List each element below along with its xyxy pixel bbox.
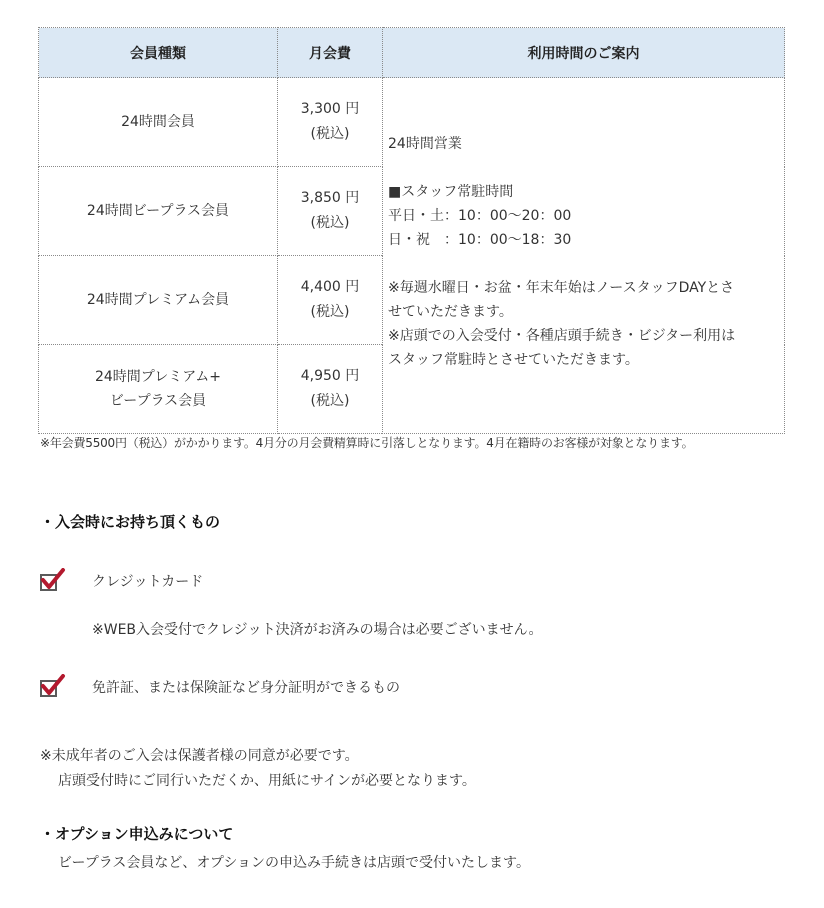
fee-cell	[278, 345, 383, 434]
header-info: 利用時間のご案内	[383, 28, 785, 78]
fee-tax: (税込)	[310, 215, 350, 231]
fee-tax: (税込)	[310, 126, 350, 142]
header-fee: 月会費	[278, 28, 383, 78]
plan-cell	[39, 78, 278, 167]
fee-price: 3,850 円	[300, 190, 360, 206]
bring-item-id	[40, 676, 400, 698]
minor-note-line1: ※未成年者のご入会は保護者様の同意が必要です。	[40, 748, 359, 764]
table-header-row	[39, 28, 785, 78]
bring-section-title: ・入会時にお持ち頂くもの	[40, 513, 221, 531]
plan-cell	[39, 256, 278, 345]
fee-price: 4,950 円	[300, 368, 360, 384]
info-weekday: 平日・土：10：00〜20：00	[388, 208, 572, 224]
bring-item-label: 免許証、または保険証など身分証明ができるもの	[92, 680, 400, 696]
annual-fee-note: ※年会費5500円（税込）がかかります。4月分の月会費精算時に引落しとなります。4月在籍時のお客様が対象となります。	[40, 436, 694, 450]
checkbox-checked-icon	[40, 676, 62, 698]
info-note1-line2: せていただきます。	[388, 304, 513, 320]
fee-tax: (税込)	[310, 393, 350, 409]
info-hours: 24時間営業	[388, 136, 462, 152]
header-plan: 会員種類	[39, 28, 278, 78]
info-note1-line1: ※毎週水曜日・お盆・年末年始はノースタッフDAYとさ	[388, 280, 735, 296]
plan-name-line2: ビープラス会員	[109, 393, 207, 409]
fee-tax: (税込)	[310, 304, 350, 320]
fee-cell	[278, 78, 383, 167]
checkbox-checked-icon	[40, 570, 62, 592]
info-cell	[383, 78, 785, 434]
table-row	[39, 78, 785, 167]
info-note2-line1: ※店頭での入会受付・各種店頭手続き・ビジター利用は	[388, 328, 736, 344]
fee-cell	[278, 167, 383, 256]
option-section-title: ・オプション申込みについて	[40, 825, 234, 843]
fee-price: 3,300 円	[300, 101, 360, 117]
plan-name: 24時間プレミアム会員	[86, 292, 230, 308]
info-holiday: 日・祝 ：10：00〜18：30	[388, 232, 572, 248]
bring-item-credit-card	[40, 570, 203, 592]
info-note2-line2: スタッフ常駐時とさせていただきます。	[388, 352, 639, 368]
info-staff-title: ■スタッフ常駐時間	[388, 184, 514, 200]
option-text: ビープラス会員など、オプションの申込み手続きは店頭で受付いたします。	[58, 855, 530, 871]
bring-item-label: クレジットカード	[92, 574, 204, 590]
plan-cell	[39, 167, 278, 256]
fee-price: 4,400 円	[300, 279, 360, 295]
plan-name: 24時間ビープラス会員	[86, 203, 230, 219]
plan-cell	[39, 345, 278, 434]
plan-name: 24時間会員	[121, 114, 195, 130]
credit-card-note: ※WEB入会受付でクレジット決済がお済みの場合は必要ございません。	[92, 622, 543, 638]
minor-note-line2: 店頭受付時にご同行いただくか、用紙にサインが必要となります。	[58, 773, 476, 789]
fee-cell	[278, 256, 383, 345]
membership-price-table	[38, 27, 785, 434]
plan-name-line1: 24時間プレミアム+	[94, 369, 221, 385]
